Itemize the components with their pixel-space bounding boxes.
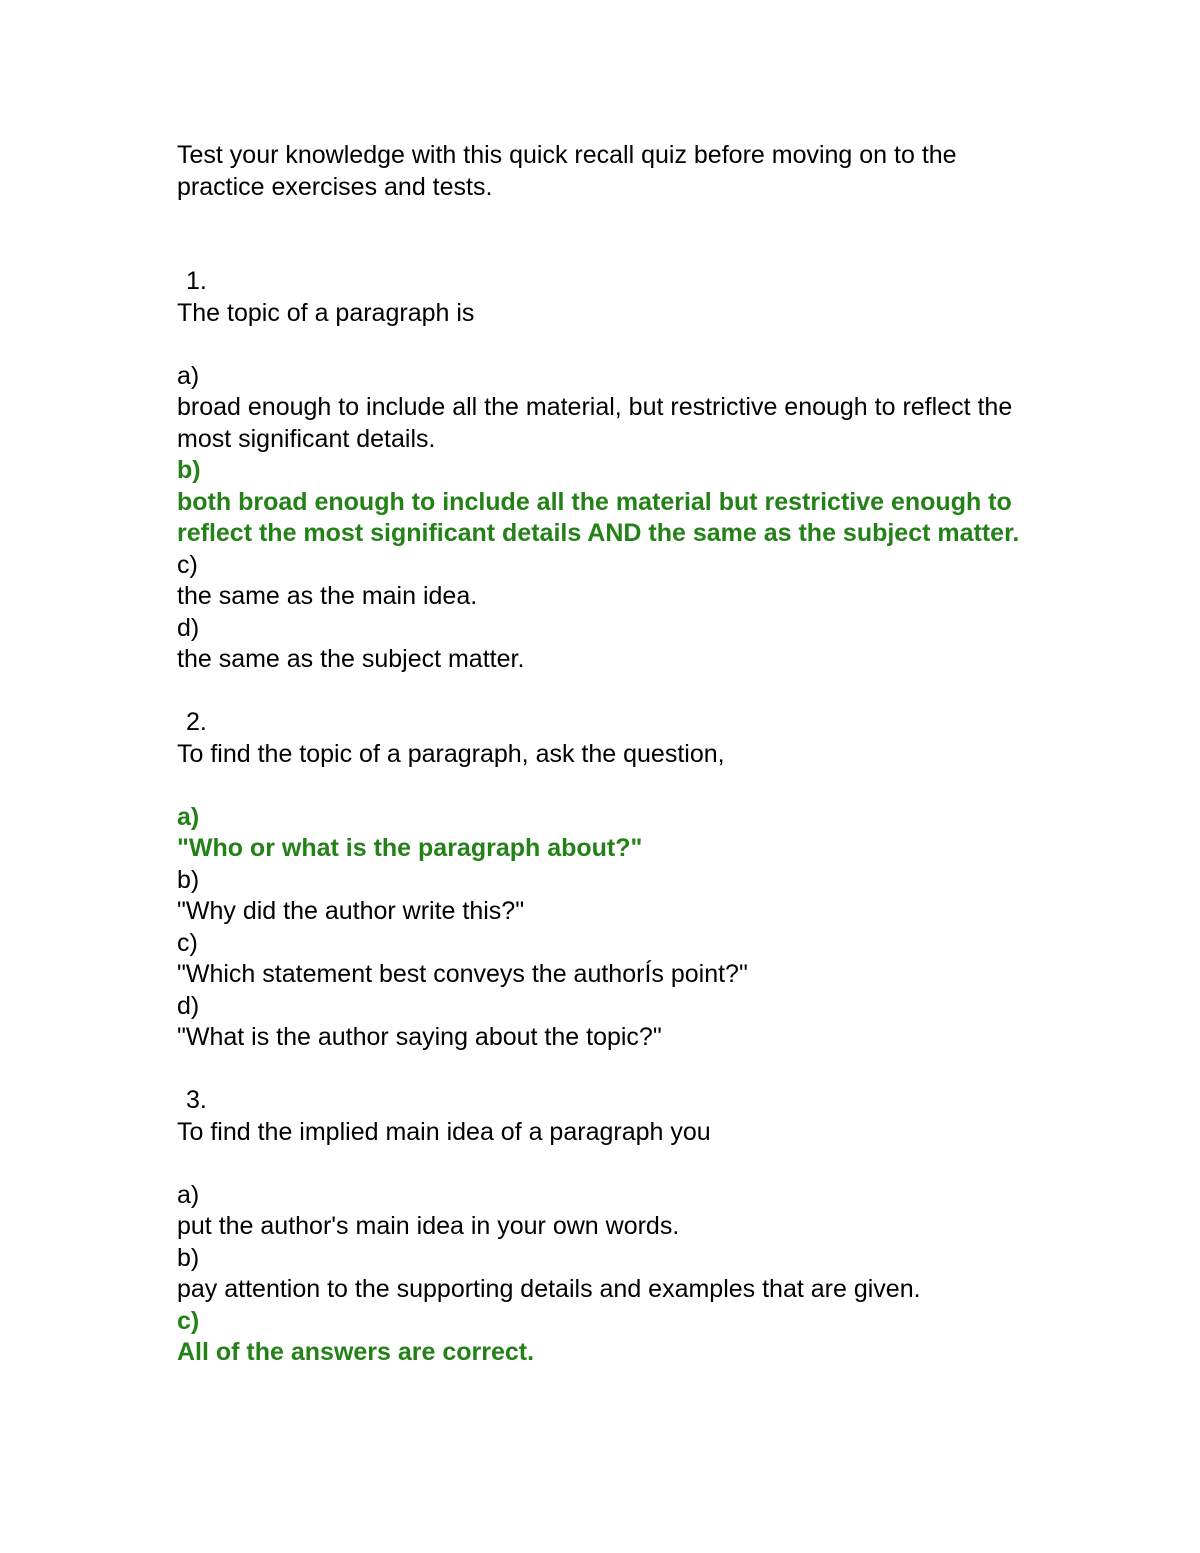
question-2 (177, 707, 1037, 1054)
quiz-content (177, 140, 1037, 1369)
question-number: 1. (186, 267, 207, 295)
spacer (177, 329, 1037, 361)
option-text: put the author's main idea in your own words. (177, 1212, 680, 1240)
option-c[interactable] (177, 550, 1037, 613)
option-letter: a) (177, 802, 200, 831)
option-text: the same as the main idea. (177, 582, 478, 610)
question-number: 2. (186, 708, 207, 736)
option-b[interactable] (177, 1243, 1037, 1306)
option-letter: d) (177, 991, 200, 1020)
option-letter: a) (177, 361, 200, 390)
option-letter: d) (177, 613, 200, 642)
option-b-correct[interactable] (177, 455, 1037, 550)
option-a[interactable] (177, 1180, 1037, 1243)
option-d[interactable] (177, 991, 1037, 1054)
option-b[interactable] (177, 865, 1037, 928)
option-text: pay attention to the supporting details and examples that are given. (177, 1275, 921, 1303)
option-c[interactable] (177, 928, 1037, 991)
option-d[interactable] (177, 613, 1037, 676)
option-text: "What is the author saying about the topic?" (177, 1023, 662, 1051)
option-letter: c) (177, 550, 198, 579)
option-text: "Who or what is the paragraph about?" (177, 834, 643, 862)
option-text: the same as the subject matter. (177, 645, 525, 673)
option-letter: a) (177, 1180, 200, 1209)
option-letter: c) (177, 1306, 200, 1335)
option-letter: c) (177, 928, 198, 957)
question-text: To find the implied main idea of a paragraph you (177, 1117, 711, 1146)
option-c-correct[interactable] (177, 1306, 1037, 1369)
option-a[interactable] (177, 361, 1037, 456)
question-1 (177, 266, 1037, 676)
question-text: The topic of a paragraph is (177, 298, 475, 327)
spacer (177, 1148, 1037, 1180)
option-letter: b) (177, 456, 201, 484)
option-text: broad enough to include all the material, but restrictive enough to reflect the most significant details. (177, 393, 1013, 453)
intro-text: Test your knowledge with this quick recall quiz before moving on to the practice exercises and tests. (177, 141, 957, 201)
question-text: To find the topic of a paragraph, ask the question, (177, 739, 725, 768)
option-text: "Which statement best conveys the authorÍs point?" (177, 960, 748, 988)
spacer (177, 770, 1037, 802)
option-letter: b) (177, 1243, 200, 1272)
option-a-correct[interactable] (177, 802, 1037, 865)
question-number: 3. (186, 1086, 207, 1114)
option-text: both broad enough to include all the material but restrictive enough to reflect the most significant details AND the same as the subject matter. (177, 487, 1020, 547)
option-text: All of the answers are correct. (177, 1338, 535, 1366)
option-text: "Why did the author write this?" (177, 897, 525, 925)
option-letter: b) (177, 865, 200, 894)
question-3 (177, 1085, 1037, 1369)
